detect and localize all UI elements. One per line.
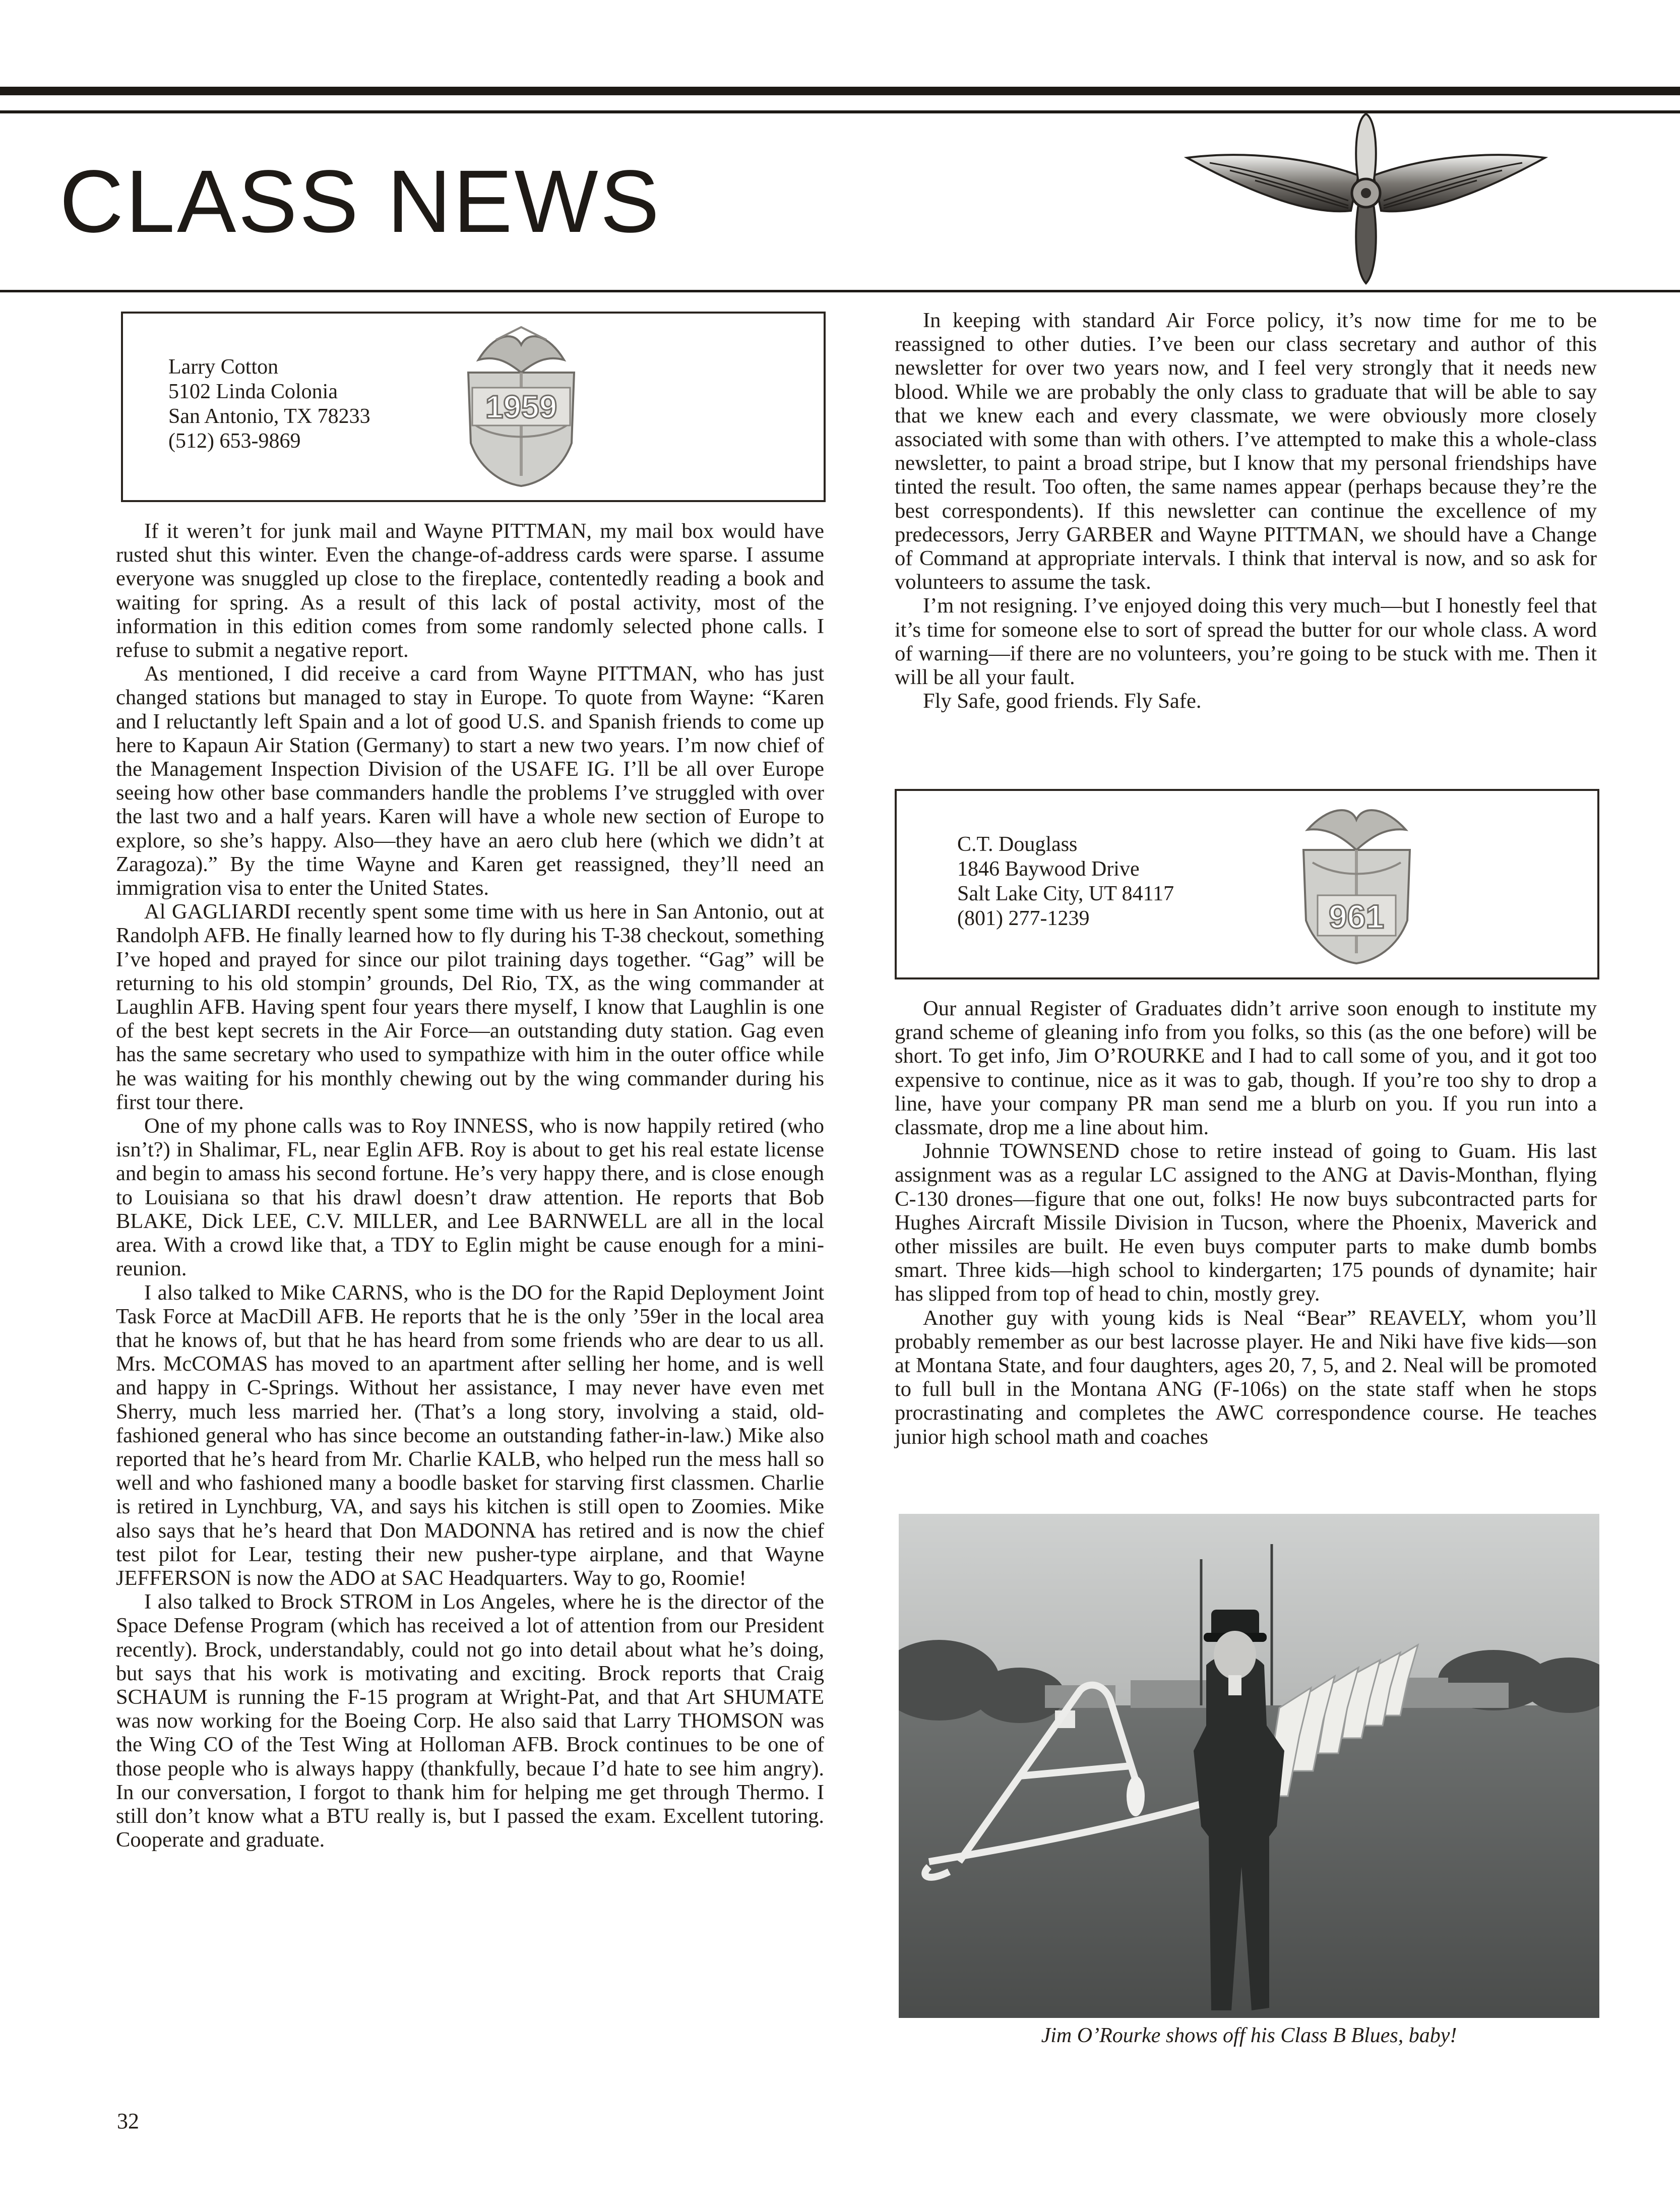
class-1959-address-box <box>121 312 826 502</box>
header-bottom-rule <box>0 290 1680 292</box>
class-1959-paragraph: In keeping with standard Air Force policy, it’s now time for me to be reassigned to other duties. I’ve been our class secretary and author of this newsletter for over two years now, and I feel very strongly that it needs new blood. While we are probably the only class to graduate that will be able to say that we knew each and every classmate, we were obviously more closely associated with some than with others. I’ve attempted to make this a whole-class newsletter, to paint a broad stripe, but I know that my personal friendships have tinted the result. Too often, the same names appear (perhaps because they’re the best correspondents). If this newsletter can continue the excellence of my predecessors, Jerry GARBER and Wayne PITTMAN, we should have a Change of Command at appropriate intervals. I think that interval is now, and so ask for volunteers to assume the task. <box>895 309 1597 594</box>
class-1959-paragraph: If it weren’t for junk mail and Wayne PITTMAN, my mail box would have rusted shut this winter. Even the change-of-address cards were sparse. I assume everyone was snuggled up close to the fireplace, contentedly reading a book and waiting for spring. As a result of this lack of postal activity, most of the information in this edition comes from some randomly selected phone calls. I refuse to submit a negative report. <box>116 519 824 662</box>
class-1959-paragraph: Fly Safe, good friends. Fly Safe. <box>923 689 1202 713</box>
contact-phone: (801) 277-1239 <box>957 907 1090 930</box>
photo-caption: Jim O’Rourke shows off his Class B Blues, baby! <box>1041 2024 1457 2047</box>
contact-name: Larry Cotton <box>168 355 279 379</box>
class-1959-paragraph: I also talked to Mike CARNS, who is the DO for the Rapid Deployment Joint Task Force at MacDill AFB. He reports that he is the only ’59er in the local area that he knows of, but that he has heard from some friends who are dear to us all. Mrs. McCOMAS has moved to an apartment after selling her home, and is well and happy in C-Springs. Without her assistance, I may never have even met Sherry, much less married her. (That’s a long story, involving a staid, old-fashioned general who has since become an outstanding father-in-law.) Mike also reported that he’s heard from Mr. Charlie KALB, who helped run the mess hall so well and who fashioned many a boodle basket for starving first classmen. Charlie is retired in Lynchburg, VA, and says his kitchen is still open to Zoomies. Mike also says that he’s heard that Don MADONNA has retired and is now the chief test pilot for Lear, testing their new pusher-type airplane, and that Wayne JEFFERSON is now the ADO at SAC Headquarters. Way to go, Roomie! <box>116 1280 824 1590</box>
class-1959-paragraph: Al GAGLIARDI recently spent some time with us here in San Antonio, out at Randolph AFB. He finally learned how to fly during his T-38 checkout, something I’ve hoped and prayed for since our pilot training days together. “Gag” will be returning to his old stompin’ grounds, Del Rio, TX, as the wing commander at Laughlin AFB. Having spent four years there myself, I know that Laughlin is one of the best kept secrets in the Air Force—an outstanding duty station. Gag even has the same secretary who used to sympathize with him in the outer office while he was waiting for his monthly chewing out by the wing commander during his first tour there. <box>116 900 824 1114</box>
class-1961-column <box>895 997 1597 1449</box>
class-1959-paragraph: I’m not resigning. I’ve enjoyed doing this very much—but I honestly feel that it’s time for someone else to sort of spread the butter for our whole class. A word of warning—if there are no volunteers, you’re going to be stuck with me. Then it will be all your fault. <box>895 594 1597 690</box>
crest-year-text: 961 <box>1328 898 1385 935</box>
class-1961-contact <box>957 832 1174 931</box>
contact-city: Salt Lake City, UT 84117 <box>957 882 1174 905</box>
contact-name: C.T. Douglass <box>957 833 1078 856</box>
crest-year-text: 1959 <box>485 389 557 425</box>
class-1959-paragraph: I also talked to Brock STROM in Los Angeles, where he is the director of the Space Defense Program (which has received a lot of attention from our President recently). Brock, understandably, could not go into detail about what he’s doing, but says that his work is motivating and exciting. Brock reports that Craig SCHAUM is running the F-15 program at Wright-Pat, and that Art SHUMATE was now working for the Boeing Corp. He also said that Larry THOMSON was the Wing CO of the Test Wing at Holloman AFB. Brock continues to be one of those people who is always happy (thankfully, becaue I’d hate to see him angry). In our conversation, I forgot to thank him for helping me get through Thermo. I still don’t know what a BTU really is, but I passed the exam. Excellent tutoring. Cooperate and graduate. <box>116 1590 824 1852</box>
class-1961-paragraph: Our annual Register of Graduates didn’t arrive soon enough to institute my grand scheme of gleaning info from you folks, so this (as the one before) will be short. To get info, Jim O’ROURKE and I had to call some of you, and it got too expensive to continue, nice as it was to gab, though. If you’re too shy to drop a line, have your company PR man send me a blurb on you. If you run into a classmate, drop me a line about him. <box>895 997 1597 1140</box>
class-1959-contact <box>168 355 370 454</box>
class-crest-1961-icon <box>1292 802 1421 966</box>
contact-street: 5102 Linda Colonia <box>168 380 338 403</box>
class-1961-address-box <box>895 789 1599 979</box>
contact-phone: (512) 653-9869 <box>168 429 301 453</box>
class-1959-paragraph: As mentioned, I did receive a card from Wayne PITTMAN, who has just changed stations but managed to stay in Europe. To quote from Wayne: “Karen and I reluctantly left Spain and a lot of good U.S. and Spanish friends to come up here to Kapaun Air Station (Germany) to start a new two years. I’m now chief of the Management Inspection Division of the USAFE IG. I’ll be all over Europe seeing how other base commanders handle the problems I’ve struggled with over the last two and a half years. Karen will have a whole new section of Europe to explore, so she’s happy. Also—they have an aero club here (which we didn’t at Zaragoza).” By the time Wayne and Karen get reassigned, they’ll need an immigration visa to enter the United States. <box>116 662 824 900</box>
propeller-wings-icon <box>1179 110 1552 287</box>
class-1961-paragraph: Johnnie TOWNSEND chose to retire instead of going to Guam. His last assignment was as a regular LC assigned to the ANG at Davis-Monthan, flying C-130 drones—figure that one out, folks! He now buys subcontracted parts for Hughes Aircraft Missile Division in Tucson, where the Phoenix, Maverick and other missiles are built. He even buys computer parts to make dumb bombs smart. Three kids—high school to kindergarten; 175 pounds of dynamite; hair has slipped from top of head to chin, mostly grey. <box>895 1139 1597 1306</box>
photo-image <box>899 1514 1599 2018</box>
class-1959-column-right <box>895 309 1597 713</box>
class-1961-paragraph: Another guy with young kids is Neal “Bear” REAVELY, whom you’ll probably remember as our best lacrosse player. He and Niki have five kids—son at Montana State, and four daughters, ages 20, 7, 5, and 2. Neal will be promoted to full bull in the Montana ANG (F-106s) on the state staff when he stops procrastinating and completes the AWC correspondence course. He teaches junior high school math and coaches <box>895 1306 1597 1449</box>
page-number: 32 <box>117 2109 139 2133</box>
contact-street: 1846 Baywood Drive <box>957 857 1140 881</box>
class-crest-1959-icon <box>458 325 584 488</box>
page-title: CLASS NEWS <box>59 152 662 251</box>
top-thick-rule <box>0 87 1680 95</box>
photo-jim-orourke <box>899 1514 1599 2018</box>
class-1959-column-left <box>116 519 824 1852</box>
contact-city: San Antonio, TX 78233 <box>168 405 370 428</box>
class-1959-paragraph: One of my phone calls was to Roy INNESS, who is now happily retired (who isn’t?) in Shalimar, FL, near Eglin AFB. Roy is about to get his real estate license and begin to amass his second fortune. He’s very happy there, and is close enough to Louisiana so that his drawl doesn’t draw attention. He reports that Bob BLAKE, Dick LEE, C.V. MILLER, and Lee BARNWELL are all in the local area. With a crowd like that, a TDY to Eglin might be cause enough for a mini-reunion. <box>116 1114 824 1281</box>
